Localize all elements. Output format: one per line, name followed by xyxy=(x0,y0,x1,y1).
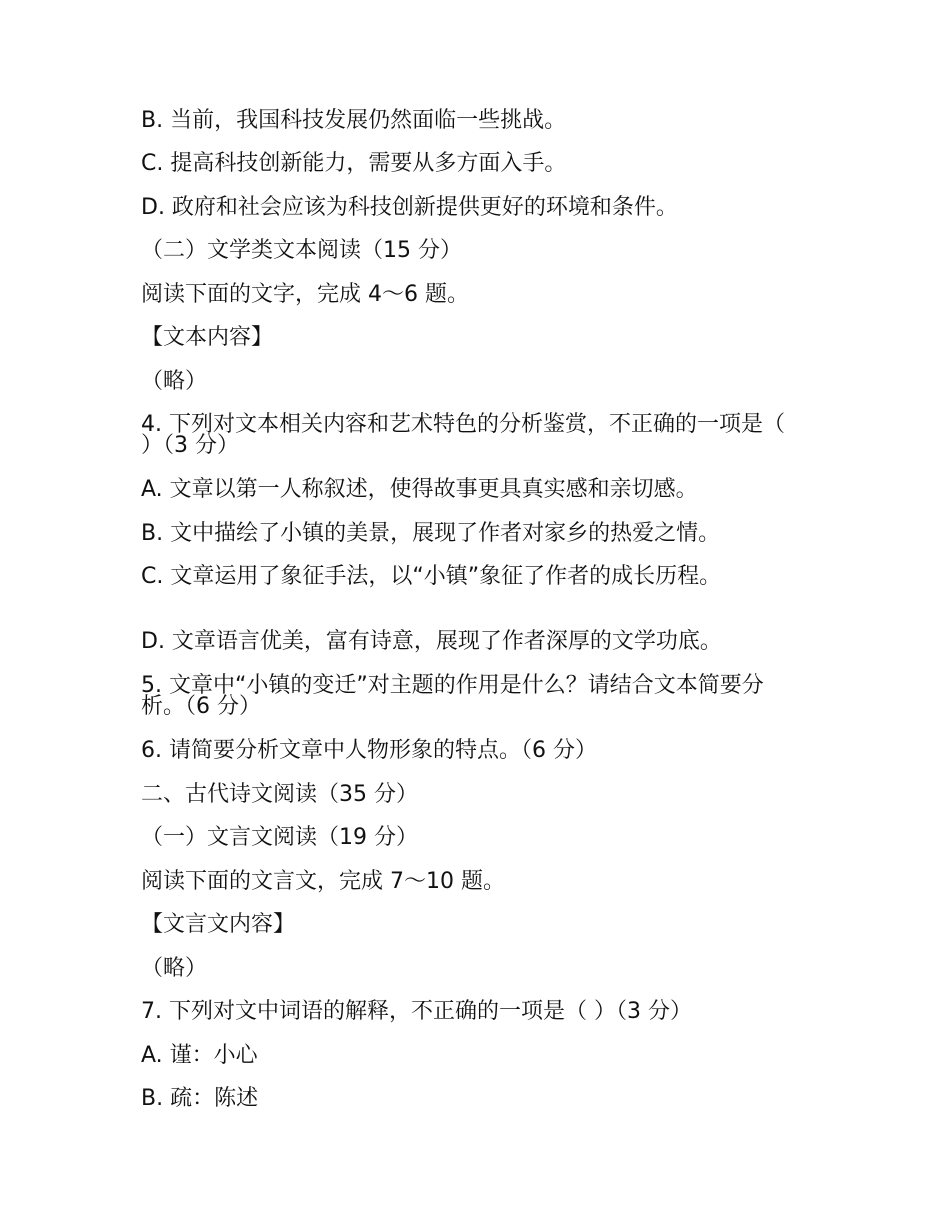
section-heading-classical: 二、古代诗文阅读（35 分） xyxy=(141,782,418,807)
question-4: 4. 下列对文本相关内容和艺术特色的分析鉴赏，不正确的一项是（ ）（3 分） xyxy=(141,412,785,458)
question-7: 7. 下列对文中词语的解释，不正确的一项是（ ）（3 分） xyxy=(141,999,692,1024)
question-4-option-c: C. 文章运用了象征手法，以“小镇”象征了作者的成长历程。 xyxy=(141,564,722,589)
wenyan-content-label: 【文言文内容】 xyxy=(141,912,296,937)
section-heading-literary: （二）文学类文本阅读（15 分） xyxy=(141,238,462,263)
question-7-option-a: A. 谨：小心 xyxy=(141,1043,258,1068)
option-d-line: D. 政府和社会应该为科技创新提供更好的环境和条件。 xyxy=(141,195,678,220)
question-6: 6. 请简要分析文章中人物形象的特点。（6 分） xyxy=(141,738,597,763)
question-5: 5. 文章中“小镇的变迁”对主题的作用是什么？请结合文本简要分析。（6 分） xyxy=(141,673,764,719)
option-b-line: B. 当前，我国科技发展仍然面临一些挑战。 xyxy=(141,108,567,133)
option-c-line: C. 提高科技创新能力，需要从多方面入手。 xyxy=(141,151,567,176)
subsection-heading-wenyan: （一）文言文阅读（19 分） xyxy=(141,825,418,850)
question-4-option-a: A. 文章以第一人称叙述，使得故事更具真实感和亲切感。 xyxy=(141,477,698,502)
text-content-label: 【文本内容】 xyxy=(141,325,274,350)
question-4-option-d: D. 文章语言优美，富有诗意，展现了作者深厚的文学功底。 xyxy=(141,629,722,654)
reading-instruction: 阅读下面的文字，完成 4～6 题。 xyxy=(141,282,469,307)
omitted-note: （略） xyxy=(141,369,208,394)
question-4-option-b: B. 文中描绘了小镇的美景，展现了作者对家乡的热爱之情。 xyxy=(141,521,721,546)
wenyan-reading-instruction: 阅读下面的文言文，完成 7～10 题。 xyxy=(141,869,505,894)
wenyan-omitted-note: （略） xyxy=(141,956,208,981)
question-7-option-b: B. 疏：陈述 xyxy=(141,1086,259,1111)
